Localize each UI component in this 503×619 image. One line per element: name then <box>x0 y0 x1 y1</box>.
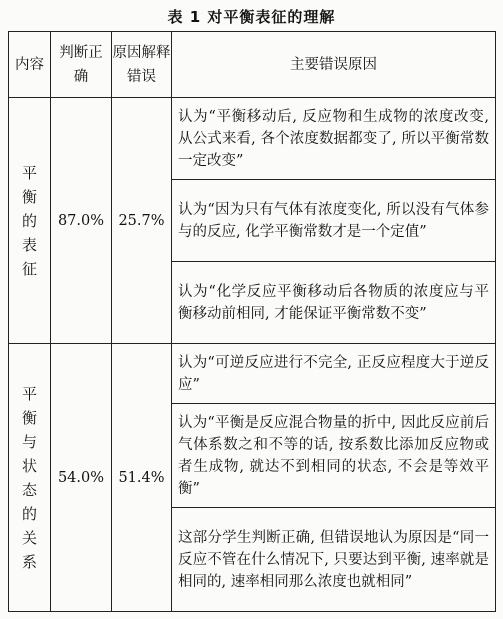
topic-cell <box>9 344 51 612</box>
table-caption: 表 1 对平衡表征的理解 <box>167 8 336 26</box>
topic-cell <box>9 98 51 344</box>
header-reason-error: 原因解释错误 <box>112 32 172 98</box>
balance-representation-table <box>8 31 496 612</box>
reason-cell: 认为“可逆反应进行不完全, 正反应程度大于逆反应” <box>172 344 496 404</box>
reason-cell: 认为“化学反应平衡移动后各物质的浓度应与平衡移动前相同, 才能保证平衡常数不变” <box>172 262 496 344</box>
judge-rate-cell: 87.0% <box>51 98 112 344</box>
reason-rate-cell: 51.4% <box>112 344 172 612</box>
header-main-reason: 主要错误原因 <box>172 32 496 98</box>
header-row <box>9 32 496 98</box>
topic-label: 平衡与状态的关系 <box>21 384 37 571</box>
header-judge-correct: 判断正确 <box>51 32 112 98</box>
header-content: 内容 <box>9 32 51 98</box>
judge-rate-cell: 54.0% <box>51 344 112 612</box>
table-row <box>9 344 496 404</box>
reason-cell: 认为“平衡是反应混合物量的折中, 因此反应前后气体系数之和不等的话, 按系数比添加反应物或者生成物, 就达不到相同的状态, 不会是等效平衡” <box>172 404 496 508</box>
reason-cell: 认为“因为只有气体有浓度变化, 所以没有气体参与的反应, 化学平衡常数才是一个定值” <box>172 180 496 262</box>
topic-label: 平衡的表征 <box>21 163 37 278</box>
reason-cell: 这部分学生判断正确, 但错误地认为原因是“同一反应不管在什么情况下, 只要达到平衡, 速率就是相同的, 速率相同那么浓度也就相同” <box>172 508 496 612</box>
table-row <box>9 98 496 180</box>
reason-cell: 认为“平衡移动后, 反应物和生成物的浓度改变, 从公式来看, 各个浓度数据都变了, 所以平衡常数一定改变” <box>172 98 496 180</box>
reason-rate-cell: 25.7% <box>112 98 172 344</box>
